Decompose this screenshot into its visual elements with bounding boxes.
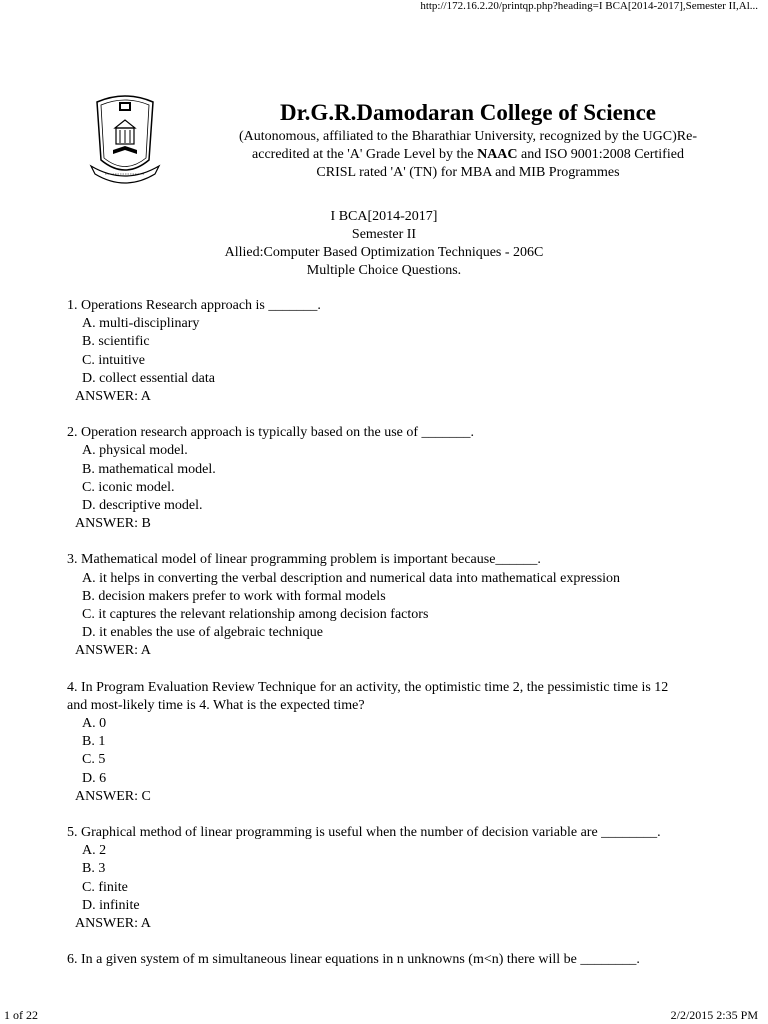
answer-option: D. infinite [82, 897, 140, 913]
question-item [67, 824, 727, 933]
question-text: 3. Mathematical model of linear programming problem is important because______. [67, 552, 541, 568]
question-text: 1. Operations Research approach is _______. [67, 298, 321, 313]
naac-label: NAAC [477, 147, 518, 162]
course-type: Multiple Choice Questions. [306, 263, 462, 278]
college-name: Dr.G.R.Damodaran College of Science [279, 100, 657, 125]
affiliation-line-1: (Autonomous, affiliated to the Bharathiar University, recognized by the UGC)Re- [239, 129, 697, 144]
answer-option: A. 2 [82, 843, 107, 859]
question-item [67, 951, 727, 969]
answer-option: A. physical model. [82, 443, 188, 459]
answer-option: C. iconic model. [82, 479, 175, 495]
answer-option: A. it helps in converting the verbal description and numerical data into mathematical expression [82, 570, 621, 586]
answer-option: D. 6 [82, 770, 107, 786]
answer-option: B. 1 [82, 734, 106, 750]
print-timestamp: 2/2/2015 2:35 PM [670, 1008, 758, 1022]
question-item [67, 424, 727, 533]
answer-option: B. scientific [82, 334, 150, 350]
page-indicator: 1 of 22 [4, 1008, 38, 1022]
course-info [84, 208, 684, 280]
answer-option: D. descriptive model. [82, 498, 203, 514]
question-text: 4. In Program Evaluation Review Technique for an activity, the optimistic time 2, the pessimistic time is 12 [67, 679, 669, 695]
answer-key: ANSWER: A [75, 916, 151, 932]
answer-key: ANSWER: C [75, 788, 151, 804]
answer-option: C. 5 [82, 752, 106, 768]
course-subject: Allied:Computer Based Optimization Techniques - 206C [224, 245, 544, 260]
affiliation-line-2 [168, 146, 768, 164]
answer-option: B. 3 [82, 861, 106, 877]
question-text: 6. In a given system of m simultaneous linear equations in n unknowns (m<n) there will be ________. [67, 952, 640, 968]
answer-key: ANSWER: A [75, 389, 151, 405]
college-logo [89, 88, 161, 196]
answer-key: ANSWER: B [75, 516, 151, 532]
answer-option: B. decision makers prefer to work with formal models [82, 588, 386, 604]
answer-option: A. 0 [82, 716, 107, 732]
question-item [67, 679, 727, 806]
question-list [67, 297, 727, 988]
affiliation-line-3: CRISL rated 'A' (TN) for MBA and MIB Programmes [316, 165, 620, 180]
answer-option: D. collect essential data [82, 370, 215, 386]
answer-option: D. it enables the use of algebraic technique [82, 625, 324, 641]
answer-option: C. finite [82, 879, 128, 895]
question-item [67, 297, 727, 406]
answer-key: ANSWER: A [75, 643, 151, 659]
course-semester: Semester II [351, 227, 417, 242]
affiliation-line-2-post: and ISO 9001:2008 Certified [517, 147, 684, 162]
answer-option: B. mathematical model. [82, 461, 216, 477]
answer-option: C. it captures the relevant relationship among decision factors [82, 607, 429, 623]
question-text: 5. Graphical method of linear programming is useful when the number of decision variable are ________. [67, 825, 661, 841]
answer-option: A. multi-disciplinary [82, 316, 200, 332]
browser-url: http://172.16.2.20/printqp.php?heading=I BCA[2014-2017],Semester II,Al... [420, 0, 758, 12]
answer-option: C. intuitive [82, 352, 145, 368]
question-text: 2. Operation research approach is typically based on the use of _______. [67, 425, 475, 441]
college-header [168, 98, 768, 182]
question-item [67, 551, 727, 660]
affiliation-line-2-pre: accredited at the 'A' Grade Level by the [252, 147, 478, 162]
course-batch: I BCA[2014-2017] [330, 209, 438, 224]
question-text: and most-likely time is 4. What is the expected time? [67, 697, 365, 713]
